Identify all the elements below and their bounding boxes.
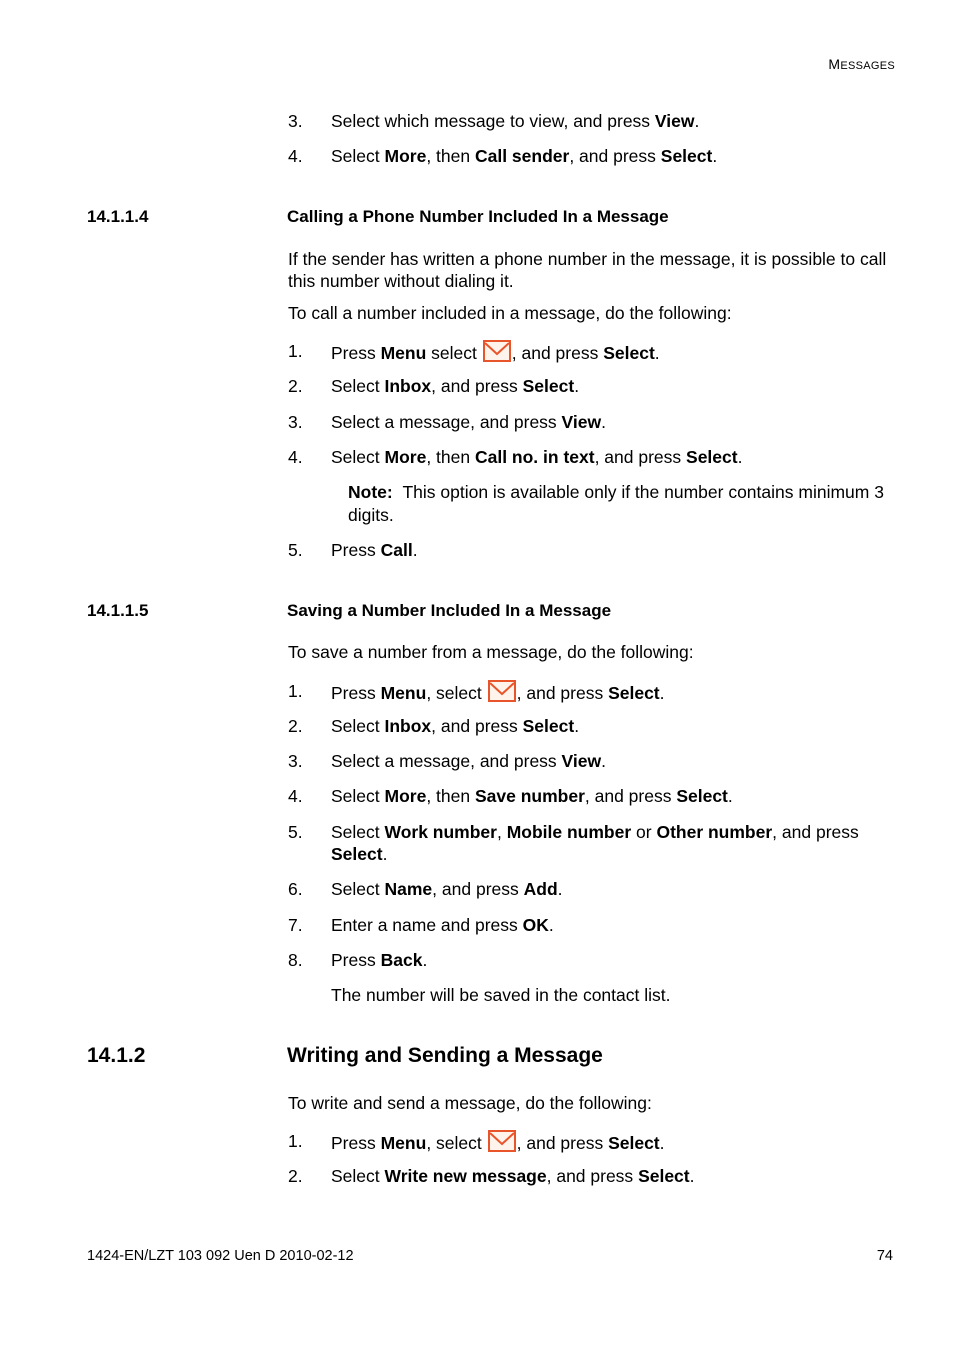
list-number: 5. xyxy=(288,822,303,842)
section-number: 14.1.1.5 xyxy=(87,601,149,620)
list-item: Press Back. xyxy=(331,950,428,970)
envelope-icon xyxy=(483,340,511,362)
list-item: Enter a name and press OK. xyxy=(331,915,554,935)
list-item: Select Write new message, and press Select. xyxy=(331,1166,695,1186)
running-header-first: M xyxy=(828,56,841,72)
paragraph: To write and send a message, do the following: xyxy=(288,1093,652,1113)
list-item: Select a message, and press View. xyxy=(331,751,606,771)
list-item: Press Menu, select , and press Select. xyxy=(331,1130,665,1154)
list-number: 1. xyxy=(288,341,303,361)
list-number: 2. xyxy=(288,376,303,396)
section-title: Saving a Number Included In a Message xyxy=(287,601,612,620)
list-number: 4. xyxy=(288,447,303,467)
list-number: 3. xyxy=(288,111,303,131)
list-number: 6. xyxy=(288,879,303,899)
footer-page-number: 74 xyxy=(876,1248,893,1264)
list-number: 1. xyxy=(288,1131,303,1151)
paragraph: To save a number from a message, do the following: xyxy=(288,642,694,662)
section-title: Calling a Phone Number Included In a Message xyxy=(287,207,669,226)
list-item: Select More, then Call sender, and press Select. xyxy=(331,146,718,166)
note-label: Note: xyxy=(348,482,393,502)
list-item: Select a message, and press View. xyxy=(331,412,606,432)
list-number: 3. xyxy=(288,751,303,771)
section-number: 14.1.2 xyxy=(87,1044,146,1067)
list-number: 2. xyxy=(288,716,303,736)
list-item: Press Menu, select , and press Select. xyxy=(331,680,665,704)
paragraph: If the sender has written a phone number in the message, it is possible to call this number without dialing it. xyxy=(288,249,887,291)
list-item: Press Call. xyxy=(331,540,418,560)
running-header-rest: ESSAGES xyxy=(840,60,895,72)
list-item: Select which message to view, and press View. xyxy=(331,111,700,131)
list-number: 7. xyxy=(288,915,303,935)
envelope-icon xyxy=(488,680,516,702)
list-number: 4. xyxy=(288,786,303,806)
list-item: Press Menu select , and press Select. xyxy=(331,340,660,364)
section-title: Writing and Sending a Message xyxy=(287,1044,603,1067)
list-number: 3. xyxy=(288,412,303,432)
section-number: 14.1.1.4 xyxy=(87,207,149,226)
footer-doc-id: 1424-EN/LZT 103 092 Uen D 2010-02-12 xyxy=(87,1248,354,1264)
result-text: The number will be saved in the contact list. xyxy=(331,985,671,1005)
list-item: Select Inbox, and press Select. xyxy=(331,716,580,736)
list-number: 8. xyxy=(288,950,303,970)
paragraph: To call a number included in a message, do the following: xyxy=(288,303,732,323)
list-item: Select More, then Call no. in text, and press Select. xyxy=(331,447,743,467)
list-item: Select Work number, Mobile number or Other number, and press Select. xyxy=(331,822,859,864)
note xyxy=(348,481,888,527)
list-number: 4. xyxy=(288,146,303,166)
list-item: Select Inbox, and press Select. xyxy=(331,376,580,396)
list-item: Select Name, and press Add. xyxy=(331,879,563,899)
list-item: Select More, then Save number, and press Select. xyxy=(331,786,733,806)
list-number: 2. xyxy=(288,1166,303,1186)
running-header xyxy=(828,56,895,72)
envelope-icon xyxy=(488,1130,516,1152)
list-number: 1. xyxy=(288,681,303,701)
list-number: 5. xyxy=(288,540,303,560)
note-text: This option is available only if the number contains minimum 3 digits. xyxy=(348,482,884,525)
